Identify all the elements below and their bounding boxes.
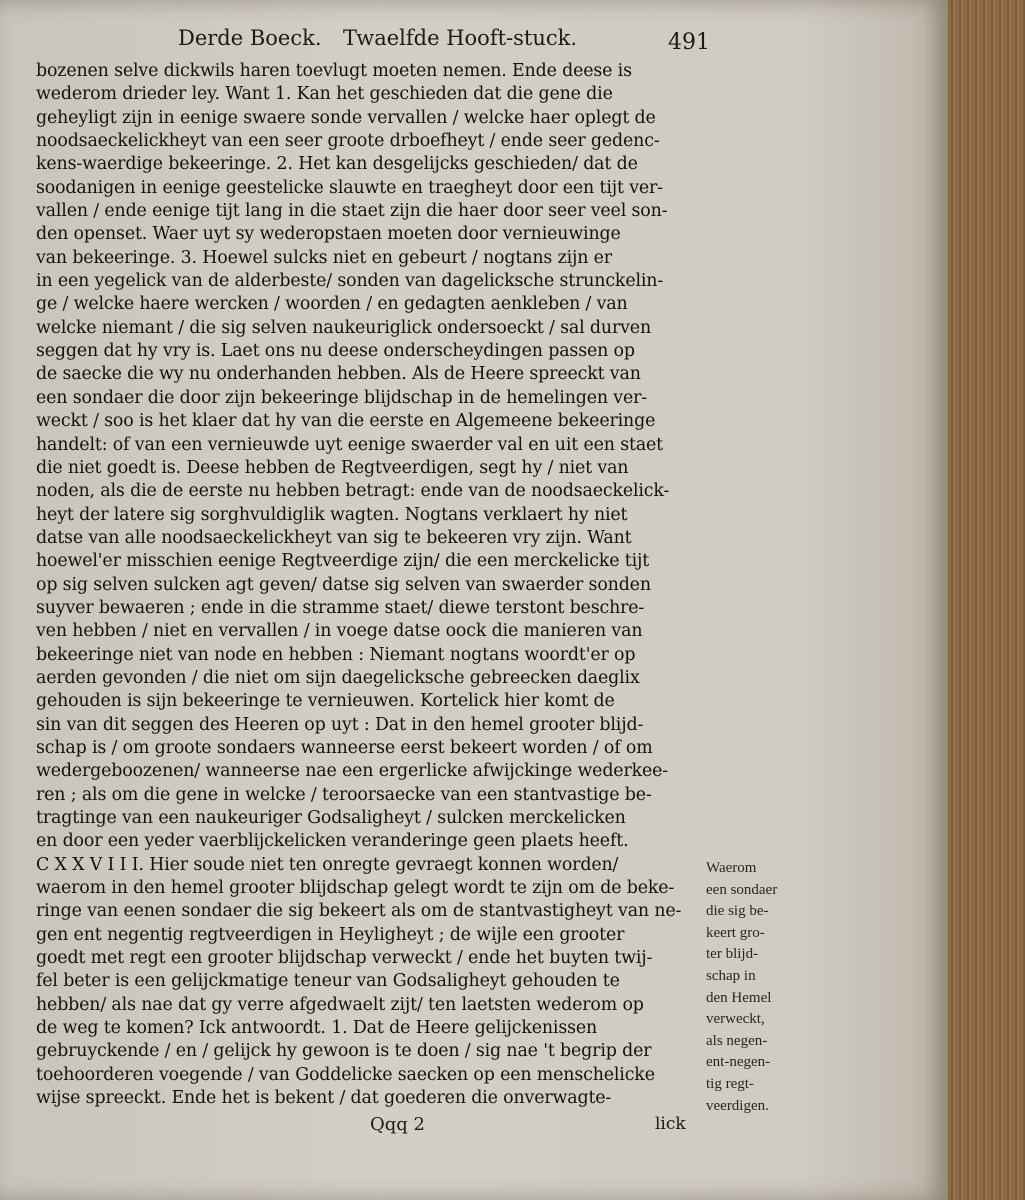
signature-mark: Qqq 2 bbox=[370, 1114, 425, 1135]
text-line: datse van alle noodsaeckelickheyt van sig te bekeeren vry zijn. Want bbox=[36, 527, 632, 548]
text-line: van bekeeringe. 3. Hoewel sulcks niet en gebeurt / nogtans zijn er bbox=[36, 247, 612, 268]
margin-note-line: verweckt, bbox=[706, 1011, 765, 1028]
margin-note-line: ent-negen- bbox=[706, 1054, 771, 1071]
text-line: schap is / om groote sondaers wanneerse eerst bekeert worden / of om bbox=[36, 737, 653, 758]
text-line: welcke niemant / die sig selven naukeuriglick ondersoeckt / sal durven bbox=[36, 317, 651, 338]
text-line: waerom in den hemel grooter blijdschap gelegt wordt te zijn om de beke- bbox=[36, 878, 675, 899]
text-line: en door een yeder vaerblijckelicken veranderinge geen plaets heeft. bbox=[36, 831, 629, 852]
margin-note-line: een sondaer bbox=[706, 881, 778, 898]
margin-note-line: Waerom bbox=[706, 860, 757, 876]
margin-note-line: tig regt- bbox=[706, 1075, 754, 1092]
text-line: in een yegelick van de alderbeste/ sonden van dagelicksche strunckelin- bbox=[36, 271, 664, 292]
text-line: C X X V I I I. Hier soude niet ten onregte gevraegt konnen worden/ bbox=[36, 854, 619, 875]
text-line: gehouden is sijn bekeeringe te vernieuwen. Kortelick hier komt de bbox=[36, 691, 615, 712]
margin-note-line: schap in bbox=[706, 967, 756, 984]
margin-note-line: die sig be- bbox=[706, 903, 769, 920]
running-head-chapter: Twaelfde Hooft-stuck. bbox=[343, 26, 578, 50]
text-line: vallen / ende eenige tijt lang in die staet zijn die haer door seer veel son- bbox=[36, 201, 668, 222]
text-line: ringe van eenen sondaer die sig bekeert als om de stantvastigheyt van ne- bbox=[36, 901, 682, 922]
running-head-book: Derde Boeck. bbox=[178, 26, 322, 50]
text-line: hebben/ als nae dat gy verre afgedwaelt zijt/ ten laetsten wederom op bbox=[36, 994, 644, 1015]
text-line: geheyligt zijn in eenige swaere sonde vervallen / welcke haer oplegt de bbox=[36, 107, 656, 128]
text-line: die niet goedt is. Deese hebben de Regtveerdigen, segt hy / niet van bbox=[36, 457, 629, 478]
catchword: lick bbox=[655, 1114, 686, 1134]
text-line: gen ent negentig regtveerdigen in Heyligheyt ; de wijle een grooter bbox=[36, 924, 625, 945]
margin-note-line: keert gro- bbox=[706, 924, 765, 941]
text-line: ven hebben / niet en vervallen / in voege datse oock die manieren van bbox=[36, 621, 643, 642]
text-line: noden, als die de eerste nu hebben betragt: ende van de noodsaeckelick- bbox=[36, 481, 670, 502]
text-line: fel beter is een gelijckmatige teneur van Godsaligheyt gehouden te bbox=[36, 971, 620, 992]
text-line: tragtinge van een naukeuriger Godsaligheyt / sulcken merckelicken bbox=[36, 808, 626, 828]
text-line: de saecke die wy nu onderhanden hebben. Als de Heere spreeckt van bbox=[36, 364, 641, 385]
text-line: bekeeringe niet van node en hebben : Niemant nogtans woordt'er op bbox=[36, 644, 636, 665]
text-line: kens-waerdige bekeeringe. 2. Het kan desgelijcks geschieden/ dat de bbox=[36, 154, 638, 175]
text-line: soodanigen in eenige geestelicke slauwte en traegheyt door een tijt ver- bbox=[36, 177, 663, 198]
text-line: gebruyckende / en / gelijck hy gewoon is te doen / sig nae 't begrip der bbox=[36, 1041, 652, 1062]
text-line: handelt: of van een vernieuwde uyt eenige swaerder val en uit een staet bbox=[36, 434, 664, 455]
text-line: toehoorderen voegende / van Goddelicke saecken op een menschelicke bbox=[36, 1064, 655, 1085]
margin-note bbox=[706, 858, 806, 1117]
text-line: noodsaeckelickheyt van een seer groote drboefheyt / ende seer gedenc- bbox=[36, 131, 660, 152]
text-line: wederom drieder ley. Want 1. Kan het geschieden dat die gene die bbox=[36, 84, 613, 105]
text-line: heyt der latere sig sorghvuldiglik wagten. Nogtans verklaert hy niet bbox=[36, 504, 628, 525]
text-line: op sig selven sulcken agt geven/ datse sig selven van swaerder sonden bbox=[36, 574, 651, 595]
page-number: 491 bbox=[668, 30, 710, 55]
text-line: ren ; als om die gene in welcke / teroorsaecke van een stantvastige be- bbox=[36, 784, 652, 805]
margin-note-line: als negen- bbox=[706, 1032, 768, 1049]
text-line: hoewel'er misschien eenige Regtveerdige zijn/ die een merckelicke tijt bbox=[36, 551, 650, 572]
text-line: bozenen selve dickwils haren toevlugt moeten nemen. Ende deese is bbox=[36, 61, 632, 81]
text-line: suyver bewaeren ; ende in die stramme staet/ diewe terstont beschre- bbox=[36, 597, 645, 618]
text-line: wijse spreeckt. Ende het is bekent / dat goederen die onverwagte- bbox=[36, 1088, 612, 1109]
text-line: sin van dit seggen des Heeren op uyt : Dat in den hemel grooter blijd- bbox=[36, 714, 644, 735]
body-text bbox=[36, 60, 702, 1110]
margin-note-line: ter blijd- bbox=[706, 946, 759, 963]
text-line: den openset. Waer uyt sy wederopstaen moeten door vernieuwinge bbox=[36, 224, 621, 245]
text-line: een sondaer die door zijn bekeeringe blijdschap in de hemelingen ver- bbox=[36, 387, 648, 408]
text-line: weckt / soo is het klaer dat hy van die eerste en Algemeene bekeeringe bbox=[36, 411, 656, 432]
text-line: de weg te komen? Ick antwoordt. 1. Dat de Heere gelijckenissen bbox=[36, 1018, 598, 1039]
text-line: ge / welcke haere wercken / woorden / en gedagten aenkleben / van bbox=[36, 294, 628, 315]
text-line: wedergeboozenen/ wanneerse nae een ergerlicke afwijckinge wederkee- bbox=[36, 761, 669, 782]
text-line: seggen dat hy vry is. Laet ons nu deese onderscheydingen passen op bbox=[36, 341, 635, 362]
text-line: aerden gevonden / die niet om sijn daegelicksche gebreecken daeglix bbox=[36, 667, 640, 688]
margin-note-line: den Hemel bbox=[706, 989, 772, 1006]
text-line: goedt met regt een grooter blijdschap verweckt / ende het buyten twij- bbox=[36, 948, 653, 969]
book-edge bbox=[948, 0, 1025, 1200]
margin-note-line: veerdigen. bbox=[706, 1097, 769, 1114]
